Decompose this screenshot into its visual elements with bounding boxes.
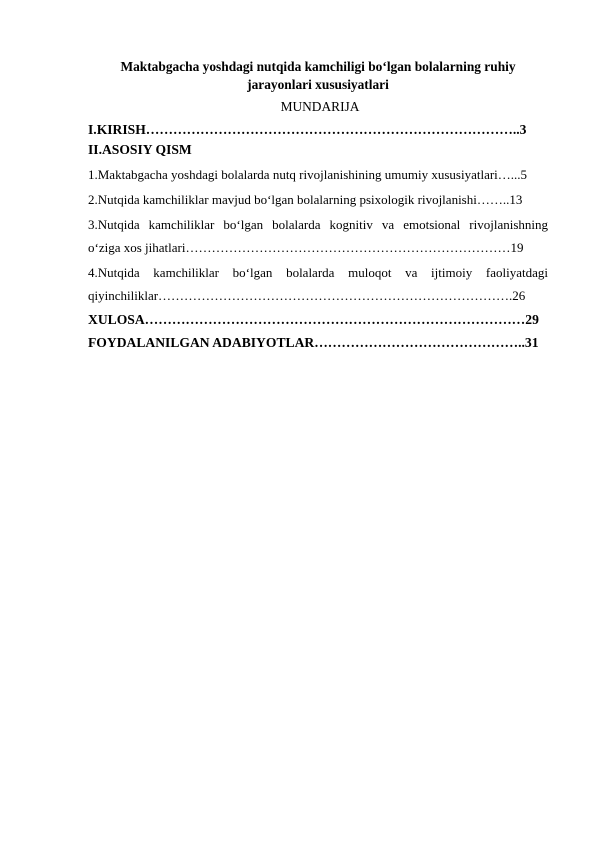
toc-entry-3-line-2[interactable]: o‘ziga xos jihatlari…………………………………………………………………19	[88, 240, 524, 255]
toc-entry-3-line-1[interactable]: 3.Nutqida kamchiliklar bo‘lgan bolalarda kognitiv va emotsional rivojlanishning	[88, 217, 548, 232]
toc-entry-kirish[interactable]: I.KIRISH………………………………………………………………………..3	[88, 122, 527, 137]
toc-entry-4-line-1[interactable]: 4.Nutqida kamchiliklar bo‘lgan bolalarda muloqot va ijtimoiy faoliyatdagi	[88, 265, 548, 280]
toc-heading: MUNDARIJA	[280, 99, 360, 114]
toc-entry-asosiy-qism[interactable]: II.ASOSIY QISM	[88, 142, 192, 157]
toc-entry-4-line-2[interactable]: qiyinchiliklar……………………………………………………………………….26	[88, 288, 526, 303]
toc-entry-adabiyotlar[interactable]: FOYDALANILGAN ADABIYOTLAR………………………………………..31	[88, 335, 539, 350]
toc-entry-xulosa[interactable]: XULOSA…………………………………………………………………………29	[88, 312, 539, 327]
title-line-2: jarayonlari xususiyatlari	[247, 77, 389, 92]
document-title	[100, 58, 536, 94]
title-line-1: Maktabgacha yoshdagi nutqida kamchiligi bo‘lgan bolalarning ruhiy	[120, 59, 516, 74]
toc-entry-1[interactable]: 1.Maktabgacha yoshdagi bolalarda nutq rivojlanishining umumiy xususiyatlari…...5	[88, 167, 528, 182]
toc-entry-2[interactable]: 2.Nutqida kamchiliklar mavjud bo‘lgan bolalarning psixologik rivojlanishi……..13	[88, 192, 523, 207]
